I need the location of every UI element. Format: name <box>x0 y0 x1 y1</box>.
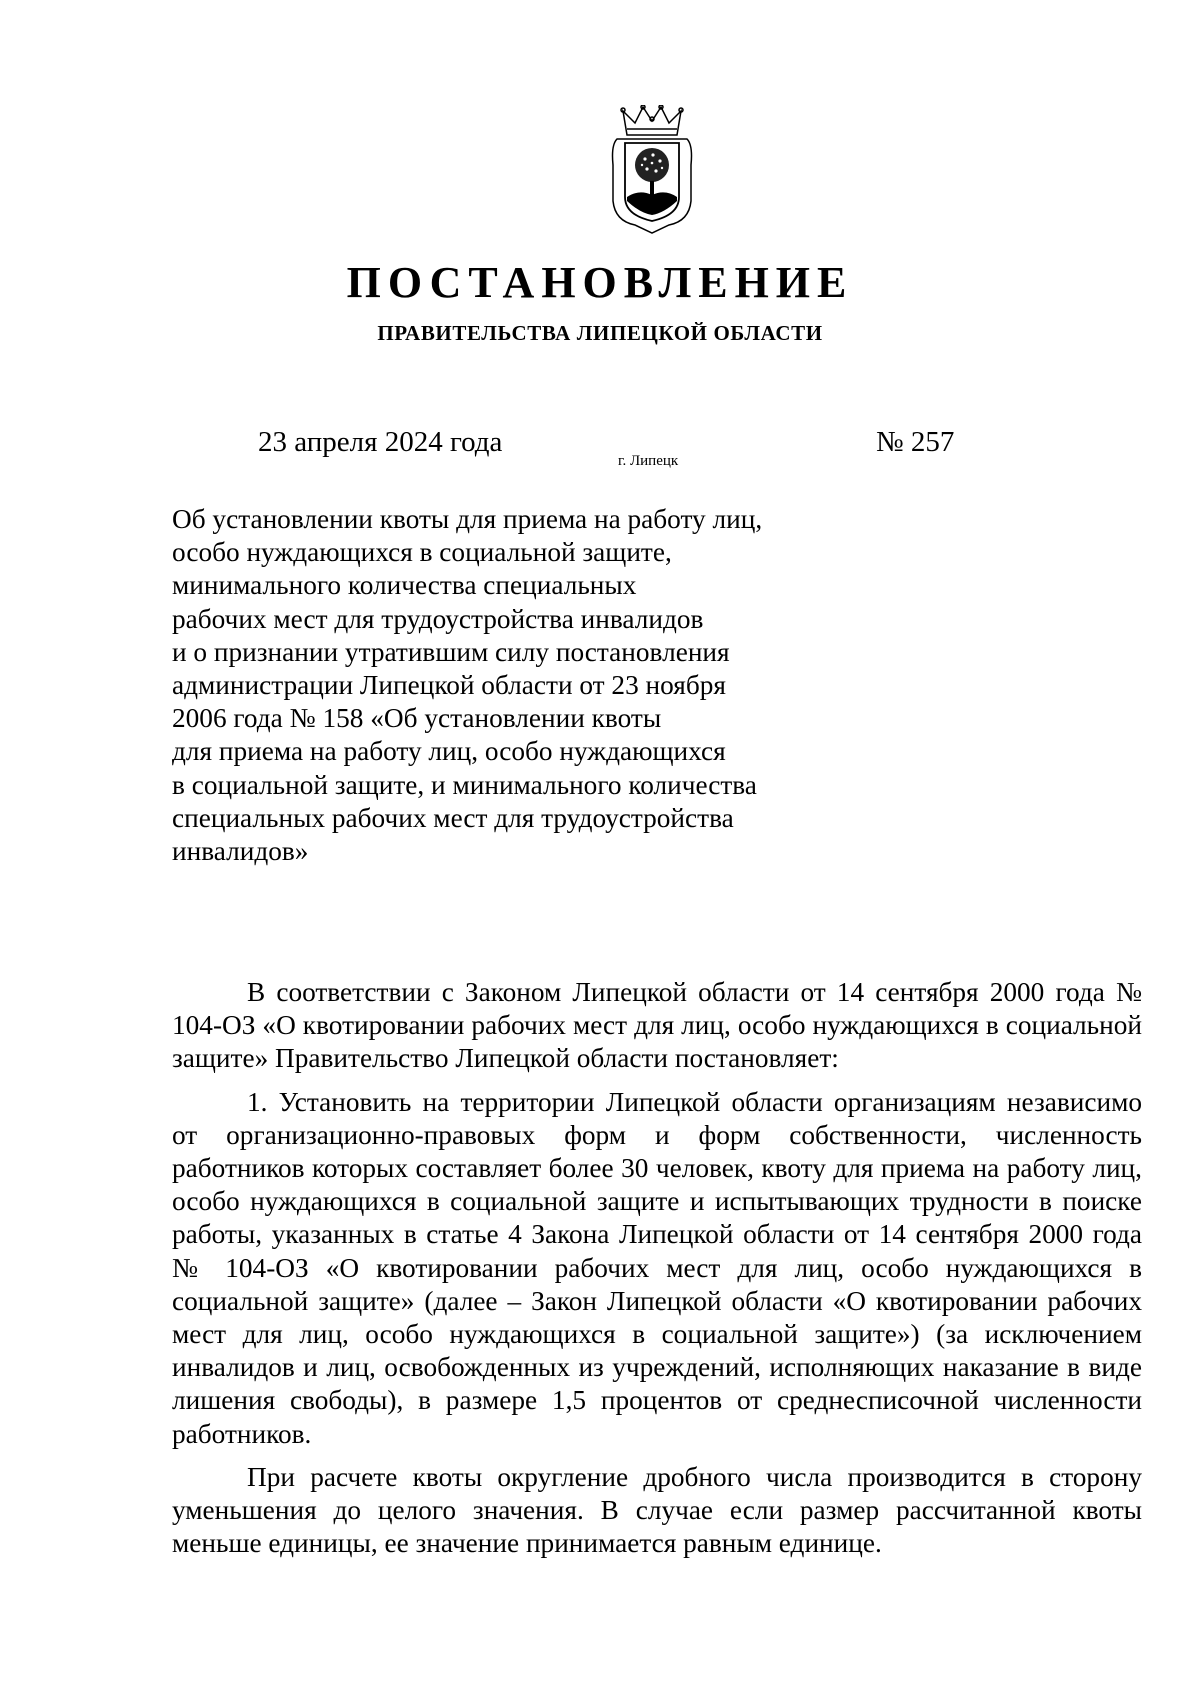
title-line: специальных рабочих мест для трудоустройства <box>172 802 734 833</box>
issuer-heading: ПРАВИТЕЛЬСТВА ЛИПЕЦКОЙ ОБЛАСТИ <box>377 321 823 345</box>
title-line: и о признании утратившим силу постановления <box>172 636 730 667</box>
title-line: особо нуждающихся в социальной защите, <box>172 537 672 568</box>
title-line: инвалидов» <box>172 836 309 867</box>
title-line: Об установлении квоты для приема на работу лиц, <box>172 504 763 534</box>
document-city: г. Липецк <box>618 453 679 469</box>
title-line: администрации Липецкой области от 23 ноября <box>172 670 726 701</box>
title-line: минимального количества специальных <box>172 570 637 601</box>
document-type-heading: ПОСТАНОВЛЕНИЕ <box>346 258 854 307</box>
title-line: в социальной защите, и минимального количества <box>172 769 757 800</box>
title-line: для приема на работу лиц, особо нуждающихся <box>172 736 726 767</box>
paragraph-1: 1. Установить на территории Липецкой области организациям независимо от организационно-правовых форм и форм собственности, численность работников которых составляет более 30 человек, квоту для приема на работу лиц, особо нуждающихся в социальной защите и испытывающих трудности в поиске работы, указанных в статье 4 Закона Липецкой области от 14 сентября 2000 года № 104-ОЗ «О квотировании рабочих мест для лиц, особо нуждающихся в социальной защите» (далее – Закон Липецкой области «О квотировании рабочих мест для лиц, особо нуждающихся в социальной защите») (за исключением инвалидов и лиц, освобожденных из учреждений, исполняющих наказание в виде лишения свободы), в размере 1,5 процентов от среднесписочной численности работников. <box>172 1086 1142 1449</box>
title-line: 2006 года № 158 «Об установлении квоты <box>172 703 662 734</box>
document-date: 23 апреля 2024 года <box>258 426 503 458</box>
document-body <box>172 976 1142 1560</box>
document-title <box>172 503 812 868</box>
paragraph-2: При расчете квоты округление дробного числа производится в сторону уменьшения до целого значения. В случае если размер рассчитанной квоты меньше единицы, ее значение принимается равным единице. <box>172 1461 1142 1559</box>
preamble-paragraph: В соответствии с Законом Липецкой области от 14 сентября 2000 года № 104-ОЗ «О квотировании рабочих мест для лиц, особо нуждающихся в социальной защите» Правительство Липецкой области постановляет: <box>172 977 1142 1074</box>
coat-of-arms-icon <box>609 105 695 235</box>
document-number: № 257 <box>876 426 955 458</box>
title-line: рабочих мест для трудоустройства инвалидов <box>172 603 704 634</box>
